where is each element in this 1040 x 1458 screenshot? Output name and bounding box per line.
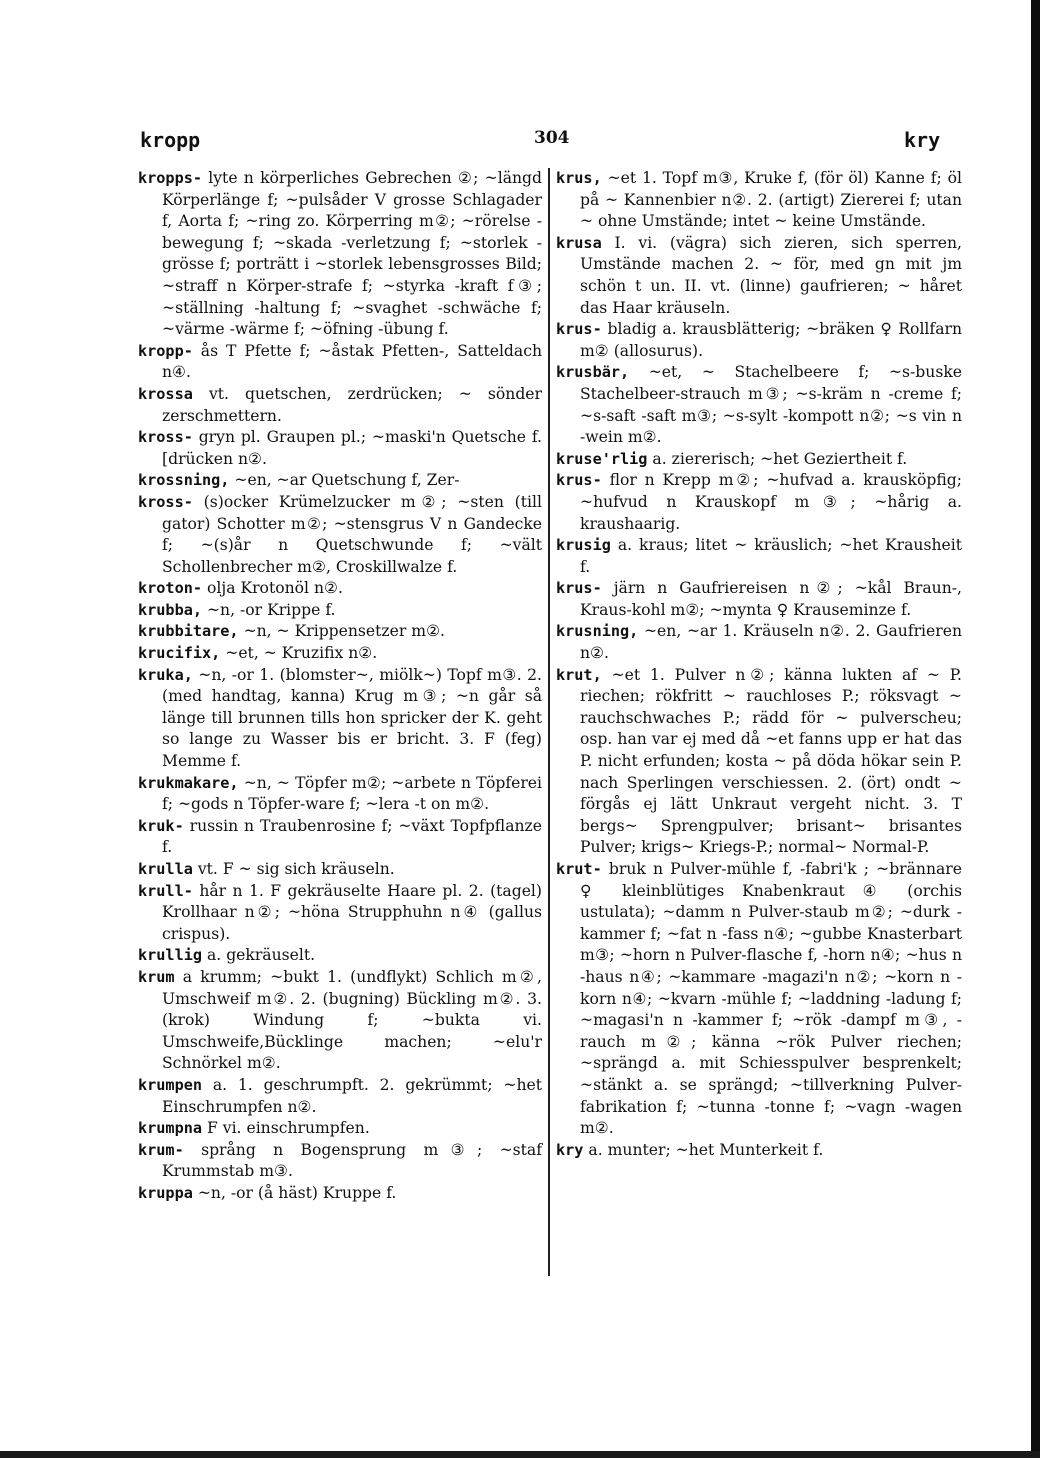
column-divider: [548, 168, 550, 1276]
definition: ~et 1. Topf m③, Kruke f, (för öl) Kanne f; öl på ~ Kannenbier n②. 2. (artigt) Ziererei f; utan ~ ohne Umstände; intet ~ keine Umstände.: [580, 169, 962, 231]
headword: krusning,: [556, 622, 639, 641]
dictionary-entry: [138, 492, 542, 578]
dictionary-entry: [556, 578, 962, 621]
headword: krusbär,: [556, 363, 630, 382]
running-head-left: kropp: [140, 128, 201, 152]
dictionary-entry: [138, 470, 542, 492]
headword: krulla: [138, 860, 193, 878]
page-number: 304: [534, 128, 570, 148]
definition: a. munter; ~het Munterkeit f.: [588, 1140, 824, 1159]
definition: bruk n Pulver-mühle f, -fabri'k ; ~brännare ♀ kleinblütiges Knabenkraut ④ (orchis ustulata); ~damm n Pulver-staub m②; ~durk -kammer f; ~fat n -fass n④; ~gubbe Knasterbart m③; ~horn n Pulver-flasche f, -horn n④; ~hus n -haus n④; ~kammare -magazi'n n②; ~korn n -korn n④; ~kvarn -mühle f; ~laddning -ladung f; ~magasi'n n -kammer f; ~rök -dampf m③, -rauch m②; känna ~rök Pulver riechen; ~sprängd a. mit Schiesspulver besprenkelt; ~stänkt a. se sprängd; ~tillverkning Pulver-fabrikation f; ~tunna -tonne f; ~vagn -wagen m②.: [580, 860, 962, 1138]
definition: a. gekräuselt.: [206, 946, 316, 965]
headword: krubbitare,: [138, 622, 239, 641]
headword: krossa: [138, 384, 193, 403]
dictionary-entry: [138, 1118, 542, 1140]
dictionary-entry: [138, 1075, 542, 1118]
dictionary-entry: [138, 665, 542, 773]
headword: kroton-: [138, 579, 203, 598]
definition: ~n, ~ Töpfer m②; ~arbete n Töpferei f; ~gods n Töpfer-ware f; ~lera -t on m②.: [162, 773, 543, 814]
headword: krumpen: [138, 1075, 203, 1094]
definition: olja Krotonöl n②.: [206, 579, 343, 598]
scan-edge-bottom: [0, 1451, 1040, 1458]
dictionary-entry: [138, 600, 542, 622]
definition: (s)ocker Krümelzucker m②; ~sten (till gator) Schotter m②; ~stensgrus V n Gandecke f; ~(s)år n Quetschwunde f; ~vält Schollenbrecher m②, Croskillwalze f.: [162, 492, 542, 576]
dictionary-entry: [138, 168, 542, 341]
left-column: [138, 168, 542, 1205]
definition: vt. quetschen, zerdrücken; ~ sönder zerschmettern.: [162, 384, 542, 425]
definition: F vi. einschrumpfen.: [206, 1119, 370, 1138]
headword: kross-: [138, 492, 193, 511]
definition: a. 1. geschrumpft. 2. gekrümmt; ~het Einschrumpfen n②.: [162, 1075, 542, 1116]
dictionary-entry: [138, 881, 542, 946]
dictionary-entry: [138, 578, 542, 600]
definition: I. vi. (vägra) sich zieren, sich sperren, Umstände machen 2. ~ för, med gn mit jm schön t un. II. vt. (linne) gaufrieren; ~ håret das Haar kräuseln.: [580, 233, 962, 317]
dictionary-entry: [556, 665, 962, 859]
headword: krusig: [556, 536, 611, 555]
definition: vt. F ~ sig sich kräuseln.: [197, 860, 395, 878]
headword: krubba,: [138, 600, 203, 619]
headword: krucifix,: [138, 644, 221, 663]
headword: krull-: [138, 881, 193, 900]
headword: krut,: [556, 665, 602, 684]
headword: kropp-: [138, 341, 193, 360]
definition: bladig a. krausblätterig; ~bräken ♀ Rollfarn m② (allosurus).: [580, 320, 962, 360]
definition: ~et, ~ Kruzifix n②.: [225, 644, 378, 663]
dictionary-entry: [138, 621, 542, 643]
headword: kross-: [138, 428, 193, 447]
dictionary-entry: [556, 1140, 962, 1162]
dictionary-entry: [138, 427, 542, 470]
dictionary-entry: [138, 1183, 542, 1205]
headword: krumpna: [138, 1119, 203, 1138]
dictionary-entry: [556, 362, 962, 448]
headword: kry: [556, 1140, 584, 1159]
definition: lyte n körperliches Gebrechen ②; ~längd Körperlänge f; ~pulsåder V grosse Schlagader f, Aorta f; ~ring zo. Körperring m②; ~rörelse -bewegung f; ~skada -verletzung f; ~storlek -grösse f; porträtt i ~storlek lebensgrosses Bild; ~straff n Körper-strafe f; ~styrka -kraft f③; ~ställning -haltung f; ~svaghet -schwäche f; ~värme -wärme f; ~öfning -übung f.: [162, 169, 542, 339]
dictionary-entry: [138, 773, 542, 816]
definition: a. kraus; litet ~ kräuslich; ~het Krausheit f.: [580, 536, 962, 576]
definition: ~n, -or 1. (blomster~, miölk~) Topf m③. 2. (med handtag, kanna) Krug m③; ~n går så länge till brunnen tills hon spricker der K. geht so lange zu Wasser bis er bricht. 3. F (feg) Memme f.: [162, 665, 542, 771]
headword: kruse'rlig: [556, 449, 648, 468]
definition: språng n Bogensprung m③; ~staf Krummstab m③.: [162, 1140, 542, 1181]
headword: krus-: [556, 320, 602, 339]
dictionary-entry: [556, 233, 962, 319]
dictionary-entry: [138, 341, 542, 384]
definition: ~n, -or (å häst) Kruppe f.: [197, 1183, 397, 1202]
headword: krum: [138, 967, 175, 986]
definition: ~et 1. Pulver n②; känna lukten af ~ P. riechen; rökfritt ~ rauchloses P.; röksvagt ~ rauchschwaches P.; rädd för ~ pulverscheu; osp. han var ej med då ~et fanns upp er hat das P. nicht erfunden; kosta ~ på döda hökar sein P. nach Sperlingen verschiessen. 2. (ört) ondt ~ förgås ej lätt Unkraut vergeht nicht. 3. T bergs~ Sprengpulver; brisant~ brisantes Pulver; krigs~ Kriegs-P.; normal~ Normal-P.: [580, 665, 962, 857]
definition: russin n Traubenrosine f; ~växt Topfpflanze f.: [162, 816, 542, 857]
dictionary-entry: [556, 621, 962, 664]
running-head-right: kry: [904, 128, 941, 152]
dictionary-entry: [556, 859, 962, 1140]
dictionary-entry: [556, 319, 962, 362]
dictionary-entry: [138, 967, 542, 1075]
dictionary-entry: [138, 945, 542, 967]
dictionary-entry: [556, 449, 962, 471]
definition: ~en, ~ar 1. Kräuseln n②. 2. Gaufrieren n②.: [580, 622, 962, 663]
dictionary-entry: [138, 1140, 542, 1183]
headword: krum-: [138, 1140, 184, 1159]
dictionary-entry: [556, 168, 962, 233]
definition: ~et, ~ Stachelbeere f; ~s-buske Stachelbeer-strauch m③; ~s-kräm n -creme f; ~s-saft -saft m③; ~s-sylt -kompott n②; ~s vin n -wein m②.: [580, 363, 962, 447]
right-column: [556, 168, 962, 1161]
headword: kruppa: [138, 1183, 193, 1202]
definition: ~n, ~ Krippensetzer m②.: [243, 622, 446, 641]
headword: krut-: [556, 860, 602, 878]
definition: flor n Krepp m②; ~hufvad a. krausköpfig; ~hufvud n Krauskopf m③; ~hårig a. kraushaarig.: [580, 471, 963, 533]
dictionary-entry: [556, 470, 962, 535]
definition: gryn pl. Graupen pl.; ~maski'n Quetsche f. [drücken n②.: [162, 428, 542, 468]
dictionary-entry: [138, 384, 542, 427]
dictionary-entry: [138, 816, 542, 859]
headword: kropps-: [138, 169, 203, 187]
dictionary-entry: [556, 535, 962, 578]
definition: a. ziererisch; ~het Geziertheit f.: [652, 449, 908, 468]
headword: krus,: [556, 169, 602, 187]
dictionary-entry: [138, 643, 542, 665]
headword: krusa: [556, 233, 602, 252]
definition: hår n 1. F gekräuselte Haare pl. 2. (tagel) Krollhaar n②; ~höna Strupphuhn n④ (gallus crispus).: [162, 881, 542, 943]
headword: krossning,: [138, 471, 230, 490]
definition: järn n Gaufriereisen n②; ~kål Braun-, Kraus-kohl m②; ~mynta ♀ Krauseminze f.: [580, 579, 962, 619]
headword: kruka,: [138, 665, 193, 684]
scan-edge-right: [1031, 0, 1040, 1458]
headword: krukmakare,: [138, 773, 239, 792]
headword: krullig: [138, 946, 203, 965]
definition: ås T Pfette f; ~åstak Pfetten-, Satteldach n④.: [162, 341, 542, 382]
dictionary-entry: [138, 859, 542, 881]
definition: ~en, ~ar Quetschung f, Zer-: [234, 471, 460, 490]
definition: a krumm; ~bukt 1. (undflykt) Schlich m②, Umschweif m②. 2. (bugning) Bückling m②. 3. (krok) Windung f; ~bukta vi. Umschweife,Bücklinge machen; ~elu'r Schnörkel m②.: [162, 967, 542, 1073]
definition: ~n, -or Krippe f.: [206, 600, 336, 619]
headword: krus-: [556, 471, 602, 490]
headword: krus-: [556, 579, 602, 598]
headword: kruk-: [138, 816, 184, 835]
